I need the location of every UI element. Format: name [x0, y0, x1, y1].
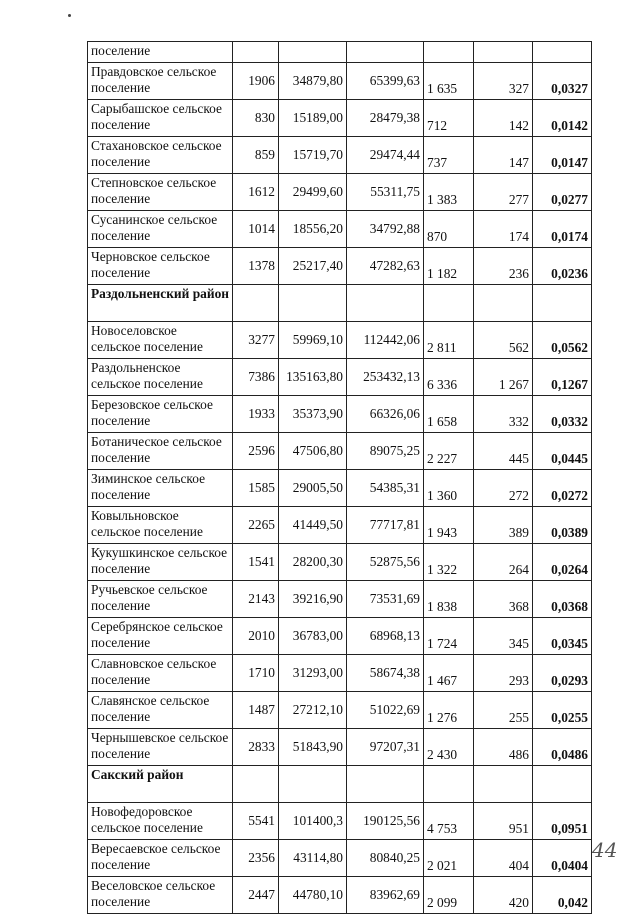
cell-share: 0,042 [533, 877, 592, 914]
table-row [88, 470, 592, 507]
cell-value-2: 190125,56 [347, 803, 424, 840]
cell-value-2: 68968,13 [347, 618, 424, 655]
cell-settlement-name: Березовское сельское поселение [88, 396, 233, 433]
cell-value-2: 34792,88 [347, 211, 424, 248]
cell-value-1: 44780,10 [279, 877, 347, 914]
cell-value-4: 174 [474, 211, 533, 248]
cell-population [233, 766, 279, 803]
table-row [88, 396, 592, 433]
cell-value-1: 25217,40 [279, 248, 347, 285]
table-row [88, 803, 592, 840]
cell-share: 0,0562 [533, 322, 592, 359]
cell-settlement-name: Степновское сельское поселение [88, 174, 233, 211]
cell-population [233, 42, 279, 63]
cell-population [233, 285, 279, 322]
cell-settlement-name: Стахановское сельское поселение [88, 137, 233, 174]
cell-population: 1933 [233, 396, 279, 433]
cell-population: 1906 [233, 63, 279, 100]
cell-value-4: 389 [474, 507, 533, 544]
cell-value-3: 1 383 [424, 174, 474, 211]
table-row [88, 433, 592, 470]
cell-value-2: 47282,63 [347, 248, 424, 285]
cell-value-3: 2 227 [424, 433, 474, 470]
cell-population: 1541 [233, 544, 279, 581]
cell-value-3: 6 336 [424, 359, 474, 396]
table-row [88, 137, 592, 174]
cell-value-2 [347, 285, 424, 322]
cell-population: 2265 [233, 507, 279, 544]
cell-value-1: 101400,3 [279, 803, 347, 840]
cell-value-2: 83962,69 [347, 877, 424, 914]
cell-share: 0,0142 [533, 100, 592, 137]
cell-population: 3277 [233, 322, 279, 359]
cell-value-1: 34879,80 [279, 63, 347, 100]
cell-value-3 [424, 42, 474, 63]
settlements-table [87, 41, 592, 914]
cell-settlement-name: Чернышевское сельское поселение [88, 729, 233, 766]
cell-share: 0,0486 [533, 729, 592, 766]
cell-value-1: 59969,10 [279, 322, 347, 359]
cell-share: 0,0236 [533, 248, 592, 285]
cell-value-4: 420 [474, 877, 533, 914]
cell-share: 0,0404 [533, 840, 592, 877]
cell-share [533, 766, 592, 803]
cell-settlement-name: Ботаническое сельское поселение [88, 433, 233, 470]
cell-settlement-name: Ковыльновское сельское поселение [88, 507, 233, 544]
cell-value-2: 253432,13 [347, 359, 424, 396]
cell-settlement-name: Славянское сельское поселение [88, 692, 233, 729]
cell-population: 1612 [233, 174, 279, 211]
table-row [88, 729, 592, 766]
cell-settlement-name: Сакский район [88, 766, 233, 803]
cell-value-3: 2 021 [424, 840, 474, 877]
cell-value-4: 142 [474, 100, 533, 137]
cell-value-3: 1 322 [424, 544, 474, 581]
cell-value-1: 36783,00 [279, 618, 347, 655]
cell-settlement-name: Правдовское сельское поселение [88, 63, 233, 100]
cell-settlement-name: Серебрянское сельское поселение [88, 618, 233, 655]
cell-value-3: 2 811 [424, 322, 474, 359]
cell-value-2: 89075,25 [347, 433, 424, 470]
cell-value-1: 29005,50 [279, 470, 347, 507]
cell-settlement-name: Новофедоровское сельское поселение [88, 803, 233, 840]
table-row [88, 581, 592, 618]
cell-value-4: 264 [474, 544, 533, 581]
cell-settlement-name: Черновское сельское поселение [88, 248, 233, 285]
cell-share: 0,0951 [533, 803, 592, 840]
cell-population: 1014 [233, 211, 279, 248]
cell-share: 0,0293 [533, 655, 592, 692]
cell-population: 2596 [233, 433, 279, 470]
table-row [88, 100, 592, 137]
cell-settlement-name: Зиминское сельское поселение [88, 470, 233, 507]
cell-value-4: 332 [474, 396, 533, 433]
cell-value-3: 1 182 [424, 248, 474, 285]
cell-share: 0,0277 [533, 174, 592, 211]
table-row [88, 174, 592, 211]
cell-value-2 [347, 42, 424, 63]
cell-settlement-name: Веселовское сельское поселение [88, 877, 233, 914]
cell-value-1 [279, 766, 347, 803]
cell-settlement-name: Славновское сельское поселение [88, 655, 233, 692]
cell-value-3: 2 430 [424, 729, 474, 766]
cell-settlement-name: Ручьевское сельское поселение [88, 581, 233, 618]
cell-value-4 [474, 285, 533, 322]
cell-value-3: 712 [424, 100, 474, 137]
cell-value-4: 255 [474, 692, 533, 729]
cell-population: 7386 [233, 359, 279, 396]
table-row [88, 42, 592, 63]
cell-share: 0,0264 [533, 544, 592, 581]
cell-value-4: 147 [474, 137, 533, 174]
cell-value-1: 35373,90 [279, 396, 347, 433]
cell-value-2: 97207,31 [347, 729, 424, 766]
table-row [88, 655, 592, 692]
cell-value-1: 18556,20 [279, 211, 347, 248]
scan-mark [68, 14, 71, 17]
cell-settlement-name: поселение [88, 42, 233, 63]
cell-value-3: 1 838 [424, 581, 474, 618]
table-row [88, 544, 592, 581]
cell-value-2: 52875,56 [347, 544, 424, 581]
cell-value-4: 236 [474, 248, 533, 285]
cell-settlement-name: Новоселовское сельское поселение [88, 322, 233, 359]
cell-share: 0,0332 [533, 396, 592, 433]
district-header-row [88, 766, 592, 803]
table-row [88, 211, 592, 248]
cell-share: 0,0327 [533, 63, 592, 100]
table-row [88, 322, 592, 359]
cell-population: 5541 [233, 803, 279, 840]
cell-value-3: 870 [424, 211, 474, 248]
cell-share: 0,0272 [533, 470, 592, 507]
cell-value-3: 1 276 [424, 692, 474, 729]
cell-value-1: 29499,60 [279, 174, 347, 211]
cell-population: 2010 [233, 618, 279, 655]
cell-value-4: 1 267 [474, 359, 533, 396]
cell-value-4: 293 [474, 655, 533, 692]
cell-value-2: 58674,38 [347, 655, 424, 692]
cell-value-4 [474, 42, 533, 63]
cell-population: 830 [233, 100, 279, 137]
cell-population: 2356 [233, 840, 279, 877]
cell-population: 2447 [233, 877, 279, 914]
cell-value-2: 77717,81 [347, 507, 424, 544]
cell-share: 0,0345 [533, 618, 592, 655]
cell-settlement-name: Сусанинское сельское поселение [88, 211, 233, 248]
cell-value-2: 112442,06 [347, 322, 424, 359]
table-row [88, 248, 592, 285]
table-row [88, 618, 592, 655]
cell-share [533, 285, 592, 322]
cell-value-4: 277 [474, 174, 533, 211]
cell-value-1 [279, 285, 347, 322]
cell-value-2: 28479,38 [347, 100, 424, 137]
cell-value-1 [279, 42, 347, 63]
cell-value-1: 31293,00 [279, 655, 347, 692]
cell-value-3: 1 360 [424, 470, 474, 507]
cell-value-4: 445 [474, 433, 533, 470]
cell-settlement-name: Раздольненский район [88, 285, 233, 322]
cell-population: 1710 [233, 655, 279, 692]
cell-settlement-name: Кукушкинское сельское поселение [88, 544, 233, 581]
cell-share: 0,0147 [533, 137, 592, 174]
cell-value-1: 15719,70 [279, 137, 347, 174]
cell-value-2: 73531,69 [347, 581, 424, 618]
cell-value-1: 43114,80 [279, 840, 347, 877]
cell-value-2 [347, 766, 424, 803]
cell-population: 2833 [233, 729, 279, 766]
cell-population: 2143 [233, 581, 279, 618]
cell-value-4 [474, 766, 533, 803]
table-row [88, 692, 592, 729]
cell-value-1: 47506,80 [279, 433, 347, 470]
cell-settlement-name: Раздольненское сельское поселение [88, 359, 233, 396]
cell-population: 1487 [233, 692, 279, 729]
cell-value-4: 345 [474, 618, 533, 655]
cell-value-3 [424, 766, 474, 803]
cell-value-4: 368 [474, 581, 533, 618]
cell-value-2: 65399,63 [347, 63, 424, 100]
table-row [88, 877, 592, 914]
cell-share: 0,0368 [533, 581, 592, 618]
cell-value-2: 80840,25 [347, 840, 424, 877]
cell-settlement-name: Сарыбашское сельское поселение [88, 100, 233, 137]
cell-share: 0,1267 [533, 359, 592, 396]
cell-value-2: 54385,31 [347, 470, 424, 507]
page-number: 44 [592, 838, 618, 862]
cell-value-3: 1 467 [424, 655, 474, 692]
cell-value-1: 41449,50 [279, 507, 347, 544]
cell-population: 1585 [233, 470, 279, 507]
cell-value-1: 27212,10 [279, 692, 347, 729]
cell-value-3: 1 658 [424, 396, 474, 433]
cell-value-1: 15189,00 [279, 100, 347, 137]
cell-value-4: 486 [474, 729, 533, 766]
cell-population: 1378 [233, 248, 279, 285]
cell-population: 859 [233, 137, 279, 174]
table-row [88, 507, 592, 544]
cell-value-3: 1 724 [424, 618, 474, 655]
cell-share: 0,0389 [533, 507, 592, 544]
cell-value-4: 327 [474, 63, 533, 100]
cell-value-1: 28200,30 [279, 544, 347, 581]
cell-value-2: 29474,44 [347, 137, 424, 174]
cell-value-3: 737 [424, 137, 474, 174]
table-row [88, 63, 592, 100]
cell-value-2: 55311,75 [347, 174, 424, 211]
cell-share: 0,0255 [533, 692, 592, 729]
cell-settlement-name: Вересаевское сельское поселение [88, 840, 233, 877]
cell-value-1: 51843,90 [279, 729, 347, 766]
cell-value-1: 39216,90 [279, 581, 347, 618]
cell-value-3 [424, 285, 474, 322]
cell-share [533, 42, 592, 63]
cell-value-3: 2 099 [424, 877, 474, 914]
cell-value-4: 951 [474, 803, 533, 840]
cell-value-4: 562 [474, 322, 533, 359]
cell-value-2: 51022,69 [347, 692, 424, 729]
cell-share: 0,0174 [533, 211, 592, 248]
cell-value-3: 4 753 [424, 803, 474, 840]
cell-share: 0,0445 [533, 433, 592, 470]
cell-value-3: 1 943 [424, 507, 474, 544]
table-row [88, 359, 592, 396]
table-row [88, 840, 592, 877]
district-header-row [88, 285, 592, 322]
cell-value-1: 135163,80 [279, 359, 347, 396]
cell-value-4: 404 [474, 840, 533, 877]
cell-value-3: 1 635 [424, 63, 474, 100]
cell-value-4: 272 [474, 470, 533, 507]
cell-value-2: 66326,06 [347, 396, 424, 433]
